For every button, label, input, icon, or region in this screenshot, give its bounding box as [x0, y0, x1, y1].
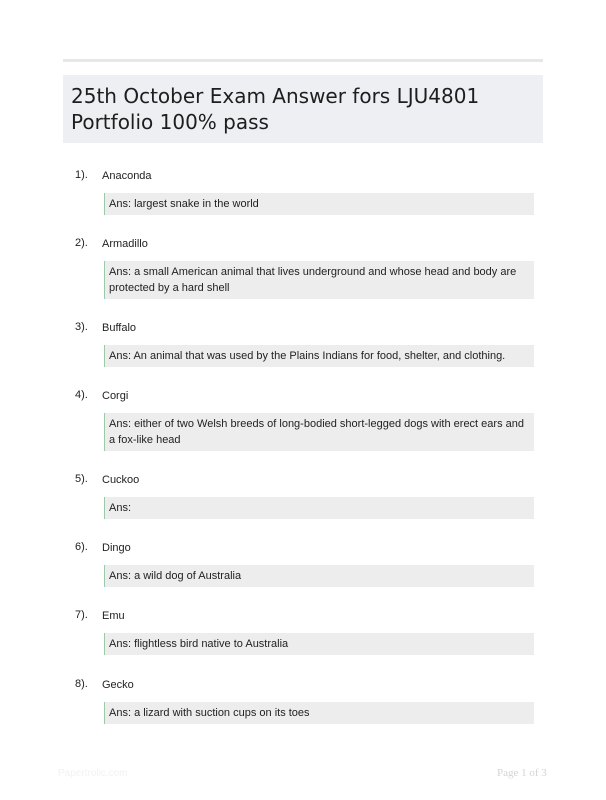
- question-number: 5).: [75, 473, 88, 485]
- question-number: 7).: [75, 609, 88, 621]
- top-divider: [63, 59, 543, 62]
- answer-box: Ans: flightless bird native to Australia: [104, 633, 534, 655]
- answer-box: Ans: An animal that was used by the Plains Indians for food, shelter, and clothing.: [104, 345, 534, 367]
- page-indicator: Page 1 of 3: [497, 767, 547, 779]
- question-term: Anaconda: [102, 170, 152, 182]
- answer-box: Ans: either of two Welsh breeds of long-bodied short-legged dogs with erect ears and a fox-like head: [104, 413, 534, 451]
- question-term: Buffalo: [102, 322, 137, 334]
- answer-box: Ans: a small American animal that lives underground and whose head and body are protected by a hard shell: [104, 261, 534, 299]
- question-number: 6).: [75, 541, 88, 553]
- question-number: 1).: [75, 169, 88, 181]
- question-number: 2).: [75, 237, 88, 249]
- question-number: 4).: [75, 389, 88, 401]
- answer-box: Ans: a lizard with suction cups on its toes: [104, 702, 534, 724]
- title-banner: [63, 75, 543, 143]
- question-number: 8).: [75, 678, 88, 690]
- question-term: Cuckoo: [102, 474, 140, 486]
- answer-box: Ans:: [104, 497, 534, 519]
- answer-box: Ans: largest snake in the world: [104, 193, 534, 215]
- question-term: Gecko: [102, 679, 134, 691]
- question-term: Armadillo: [102, 238, 148, 250]
- question-term: Dingo: [102, 542, 131, 554]
- answer-box: Ans: a wild dog of Australia: [104, 565, 534, 587]
- question-term: Emu: [102, 610, 125, 622]
- question-term: Corgi: [102, 390, 129, 402]
- footer-watermark: Papertrolic.com: [58, 768, 128, 779]
- question-number: 3).: [75, 321, 88, 333]
- document-title: 25th October Exam Answer fors LJU4801 Portfolio 100% pass: [71, 84, 480, 134]
